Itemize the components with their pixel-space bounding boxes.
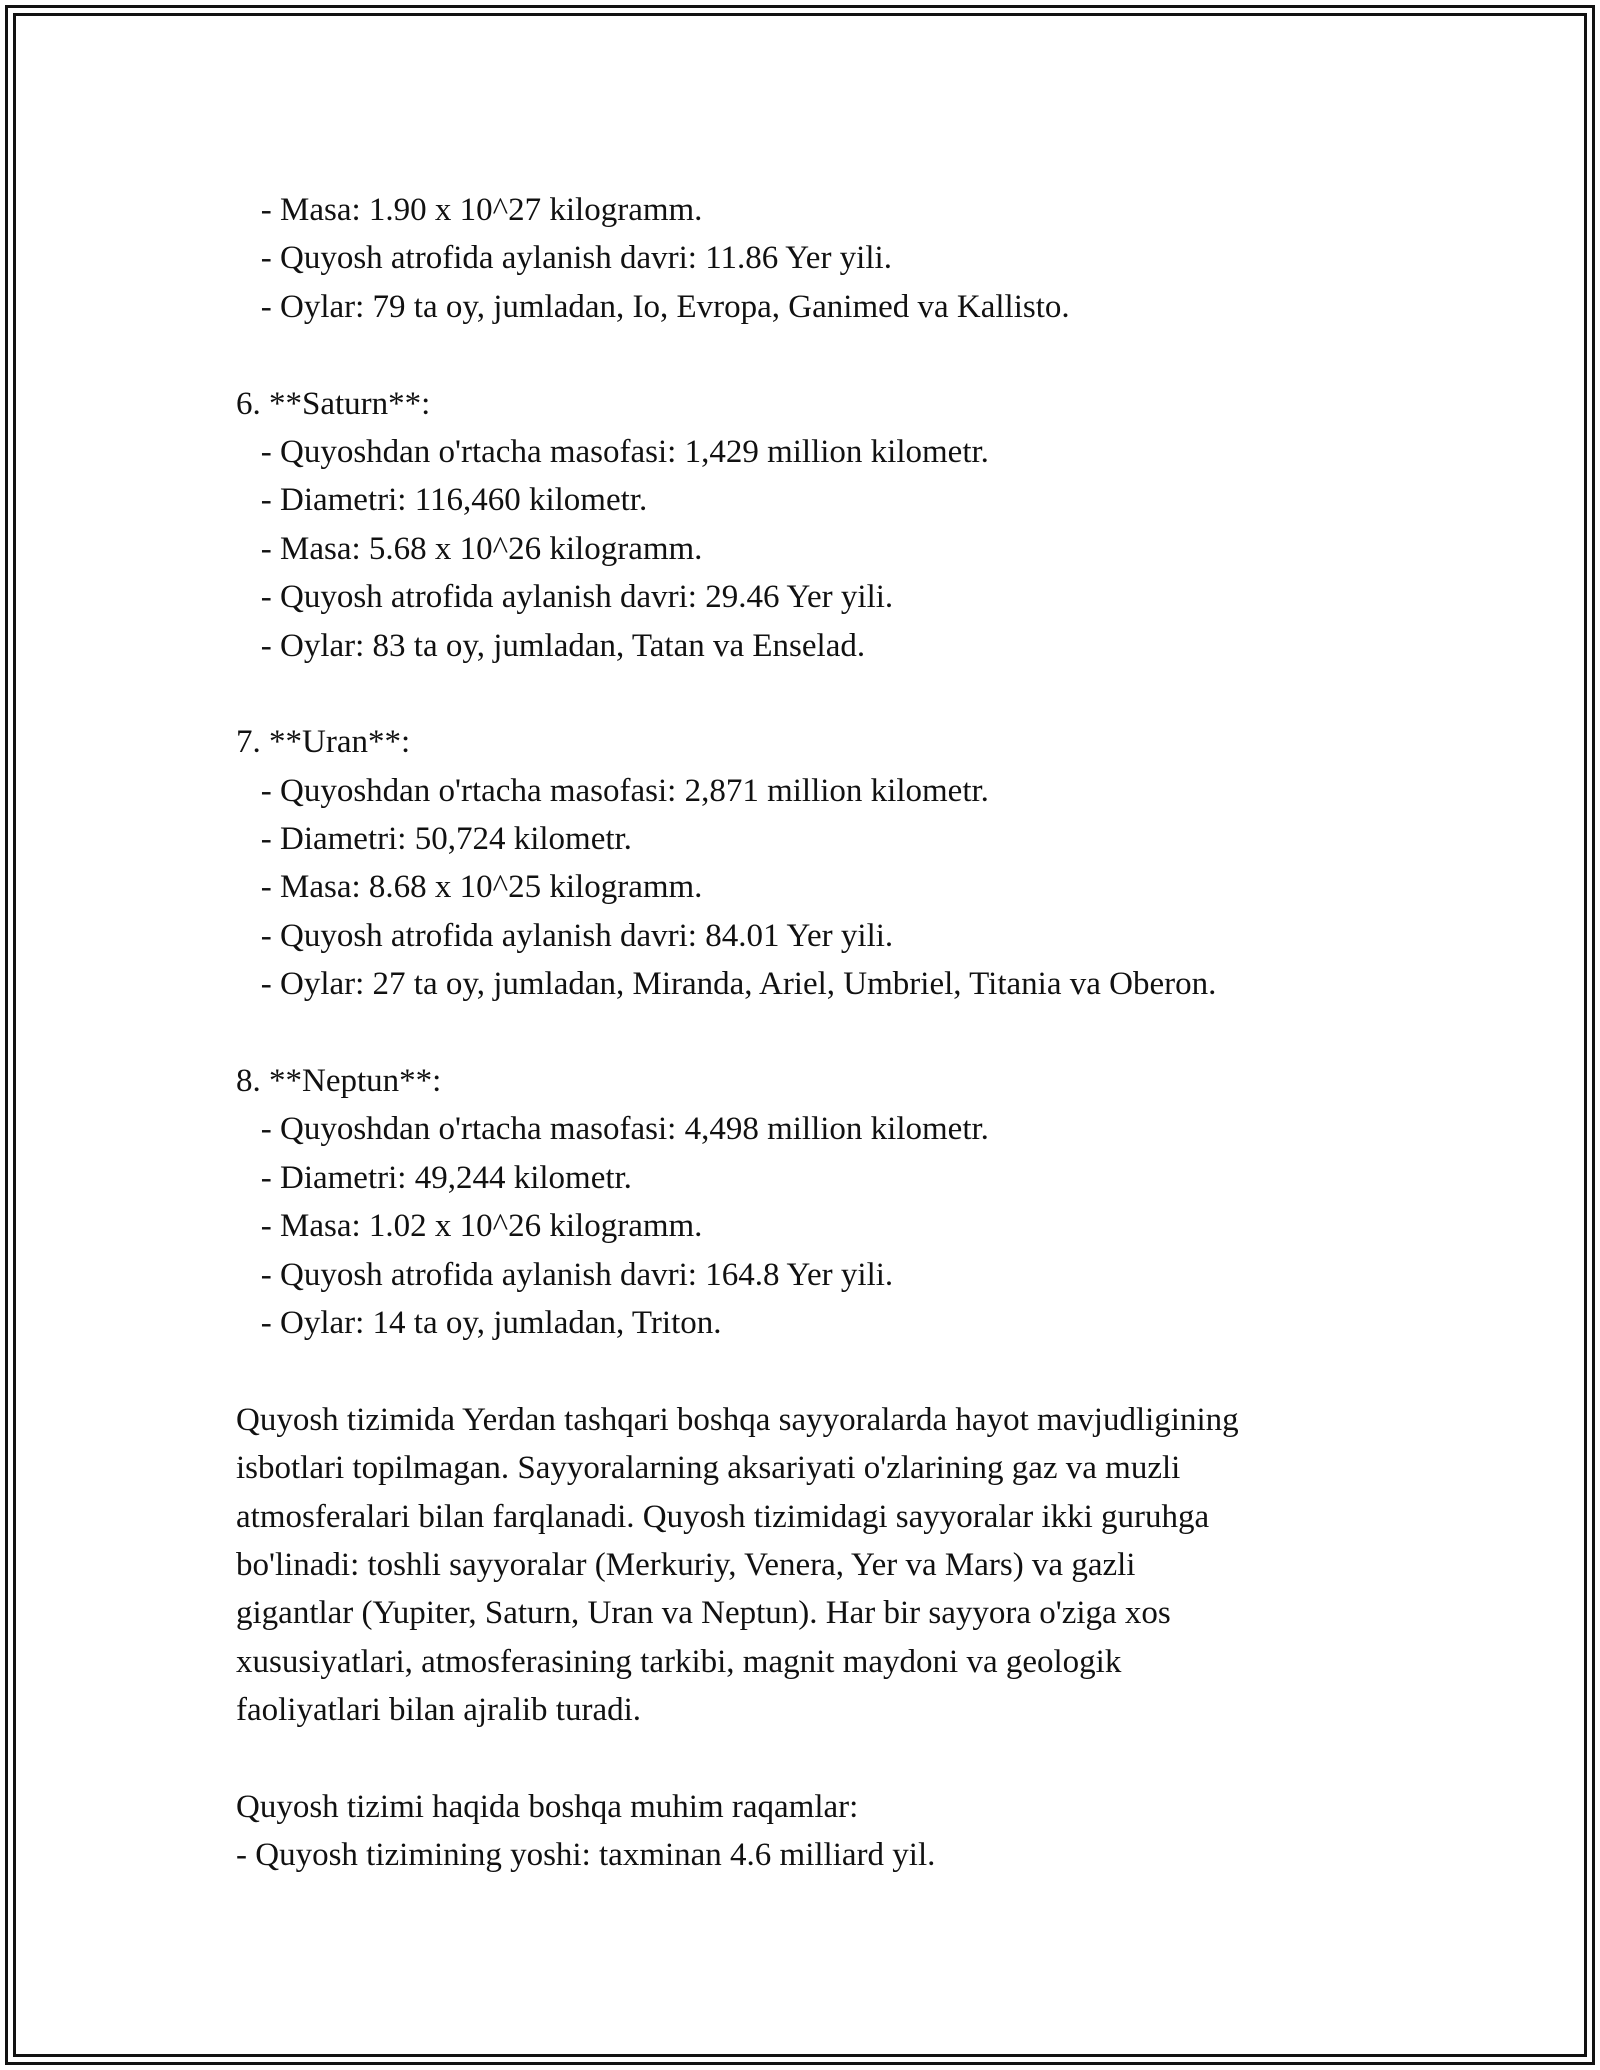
list-item: - Quyoshdan o'rtacha masofasi: 2,871 million kilometr.: [236, 772, 989, 809]
list-item: - Oylar: 14 ta oy, jumladan, Triton.: [236, 1304, 722, 1341]
list-item: - Diametri: 116,460 kilometr.: [236, 482, 648, 519]
list-item: - Masa: 8.68 x 10^25 kilogramm.: [236, 869, 703, 906]
list-item: - Quyosh atrofida aylanish davri: 11.86 Yer yili.: [236, 240, 892, 277]
summary-paragraph: [236, 1396, 1436, 1735]
section-heading-other-numbers: Quyosh tizimi haqida boshqa muhim raqamlar:: [236, 1788, 859, 1825]
paragraph-line: isbotlari topilmagan. Sayyoralarning aksariyati o'zlarining gaz va muzli: [236, 1450, 1181, 1487]
section-heading-neptune: 8. **Neptun**:: [236, 1063, 442, 1100]
blank-line: [236, 1735, 1436, 1783]
paragraph-line: atmosferalari bilan farqlanadi. Quyosh tizimidagi sayyoralar ikki guruhga: [236, 1498, 1210, 1535]
blank-line: [236, 1347, 1436, 1395]
list-item: - Oylar: 27 ta oy, jumladan, Miranda, Ariel, Umbriel, Titania va Oberon.: [236, 966, 1217, 1003]
list-item: - Masa: 1.90 x 10^27 kilogramm.: [236, 192, 703, 228]
list-item: - Quyoshdan o'rtacha masofasi: 1,429 million kilometr.: [236, 433, 989, 470]
list-item: - Quyoshdan o'rtacha masofasi: 4,498 million kilometr.: [236, 1111, 989, 1148]
jupiter-details: [236, 186, 1436, 331]
uranus-section: [236, 718, 1436, 1008]
list-item: - Diametri: 50,724 kilometr.: [236, 821, 632, 858]
paragraph-line: gigantlar (Yupiter, Saturn, Uran va Neptun). Har bir sayyora o'ziga xos: [236, 1595, 1171, 1632]
section-heading-uranus: 7. **Uran**:: [236, 724, 411, 761]
section-heading-saturn: 6. **Saturn**:: [236, 385, 431, 422]
paragraph-line: xususiyatlari, atmosferasining tarkibi, magnit maydoni va geologik: [236, 1643, 1122, 1680]
list-item: - Quyosh atrofida aylanish davri: 164.8 Yer yili.: [236, 1256, 894, 1293]
list-item: - Masa: 5.68 x 10^26 kilogramm.: [236, 530, 703, 567]
list-item: - Quyosh tizimining yoshi: taxminan 4.6 milliard yil.: [236, 1837, 936, 1874]
blank-line: [236, 670, 1436, 718]
paragraph-line: faoliyatlari bilan ajralib turadi.: [236, 1692, 642, 1729]
paragraph-line: Quyosh tizimida Yerdan tashqari boshqa sayyoralarda hayot mavjudligining: [236, 1401, 1239, 1438]
document-body: [236, 186, 1436, 1880]
other-numbers-section: [236, 1783, 1436, 1880]
blank-line: [236, 331, 1436, 379]
list-item: - Oylar: 79 ta oy, jumladan, Io, Evropa, Ganimed va Kallisto.: [236, 288, 1070, 325]
list-item: - Quyosh atrofida aylanish davri: 84.01 Yer yili.: [236, 917, 894, 954]
list-item: - Diametri: 49,244 kilometr.: [236, 1159, 632, 1196]
saturn-section: [236, 380, 1436, 670]
neptune-section: [236, 1057, 1436, 1347]
list-item: - Masa: 1.02 x 10^26 kilogramm.: [236, 1208, 703, 1245]
list-item: - Quyosh atrofida aylanish davri: 29.46 Yer yili.: [236, 579, 894, 616]
blank-line: [236, 1009, 1436, 1057]
paragraph-line: bo'linadi: toshli sayyoralar (Merkuriy, Venera, Yer va Mars) va gazli: [236, 1546, 1136, 1583]
list-item: - Oylar: 83 ta oy, jumladan, Tatan va Enselad.: [236, 627, 866, 664]
